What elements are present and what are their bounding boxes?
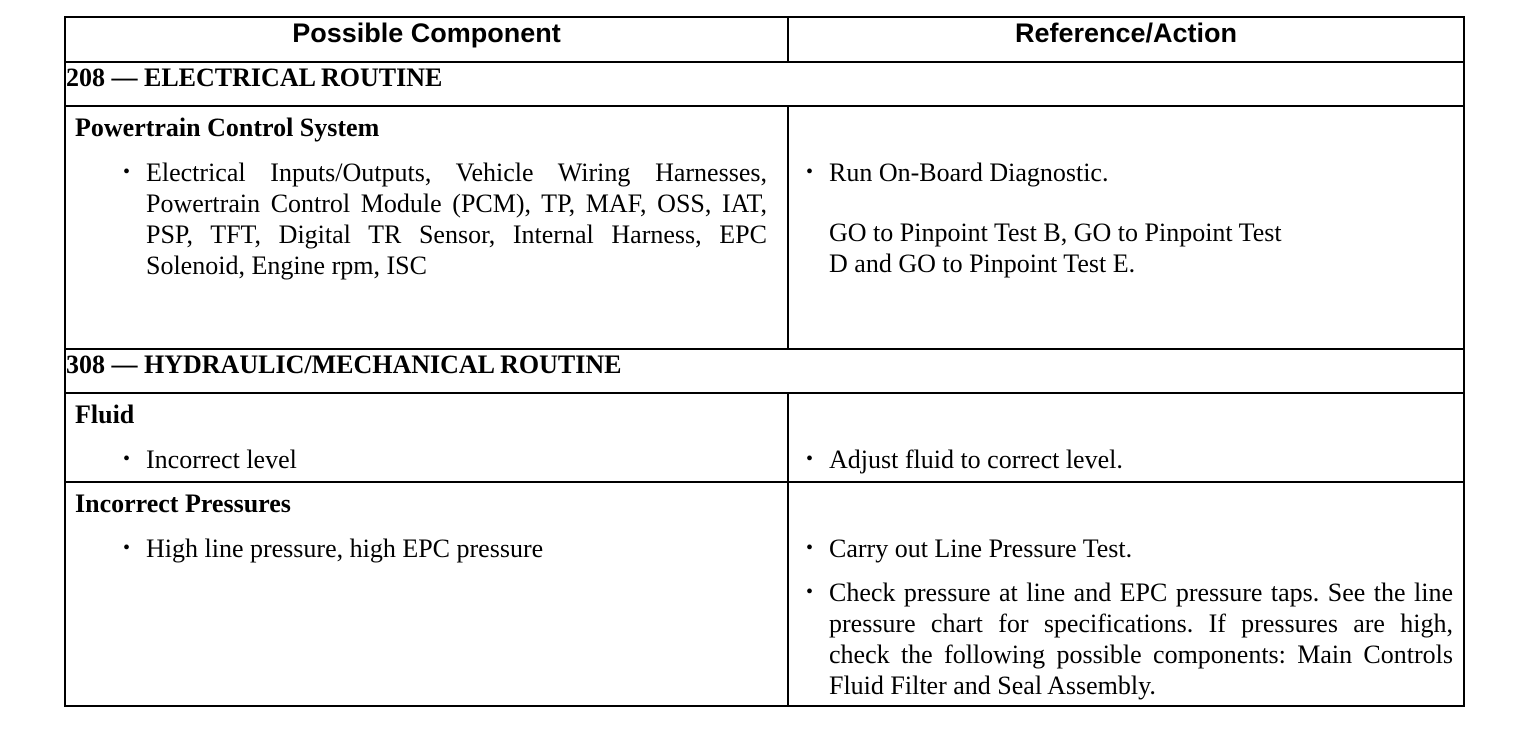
action-bullet-text: Carry out Line Pressure Test. (829, 534, 1133, 563)
component-cell-fluid (65, 393, 788, 482)
action-bullet-item (789, 444, 1463, 475)
bullet-icon: • (806, 537, 814, 559)
section-row-hydraulic (65, 349, 1464, 393)
component-bullet-item (66, 533, 787, 564)
bullet-icon: • (123, 161, 131, 183)
component-bullet-text: High line pressure, high EPC pressure (146, 534, 544, 563)
component-bullet-text: Incorrect level (146, 445, 297, 474)
component-bullet-text: Electrical Inputs/Outputs, Vehicle Wiring Harnesses, Powertrain Control Module (PCM), TP, MAF, OSS, IAT, PSP, TFT, Digital TR Sensor, Internal Harness, EPC Solenoid, Engine rpm, ISC (146, 158, 767, 280)
group-title-powertrain: Powertrain Control System (75, 113, 380, 142)
diagnostic-table (64, 16, 1465, 707)
group-title-fluid: Fluid (75, 400, 135, 429)
action-bullet-text: Adjust fluid to correct level. (829, 445, 1123, 474)
bullet-icon: • (806, 448, 814, 470)
bullet-icon: • (123, 448, 131, 470)
action-bullet-item (789, 157, 1463, 188)
section-title-hydraulic: 308 — HYDRAULIC/MECHANICAL ROUTINE (65, 349, 1464, 393)
table-row-fluid (65, 393, 1464, 482)
component-cell-powertrain (65, 106, 788, 349)
header-row (65, 17, 1464, 62)
action-cell-powertrain (788, 106, 1464, 349)
bullet-icon: • (123, 537, 131, 559)
bullet-icon: • (806, 581, 814, 603)
table-row-pressures (65, 482, 1464, 706)
action-cell-fluid (788, 393, 1464, 482)
action-note-text: GO to Pinpoint Test B, GO to Pinpoint Test D and GO to Pinpoint Test E. (829, 218, 1282, 278)
component-cell-pressures (65, 482, 788, 706)
group-title-pressures: Incorrect Pressures (75, 489, 291, 518)
action-bullet-text: Run On-Board Diagnostic. (829, 158, 1109, 187)
action-bullet-item (789, 533, 1463, 564)
action-bullet-text: Check pressure at line and EPC pressure taps. See the line pressure chart for specifications. If pressures are high, check the following possible components: Main Controls Fluid Filter and Seal Assembly. (829, 578, 1453, 700)
action-bullet-item (789, 577, 1463, 701)
bullet-icon: • (806, 161, 814, 183)
action-cell-pressures (788, 482, 1464, 706)
section-row-electrical (65, 62, 1464, 106)
possible-component-header: Possible Component (65, 17, 788, 62)
section-title-electrical: 208 — ELECTRICAL ROUTINE (65, 62, 1464, 106)
component-bullet-item (66, 157, 787, 281)
table-row-powertrain (65, 106, 1464, 349)
reference-action-header: Reference/Action (788, 17, 1464, 62)
component-bullet-item (66, 444, 787, 475)
